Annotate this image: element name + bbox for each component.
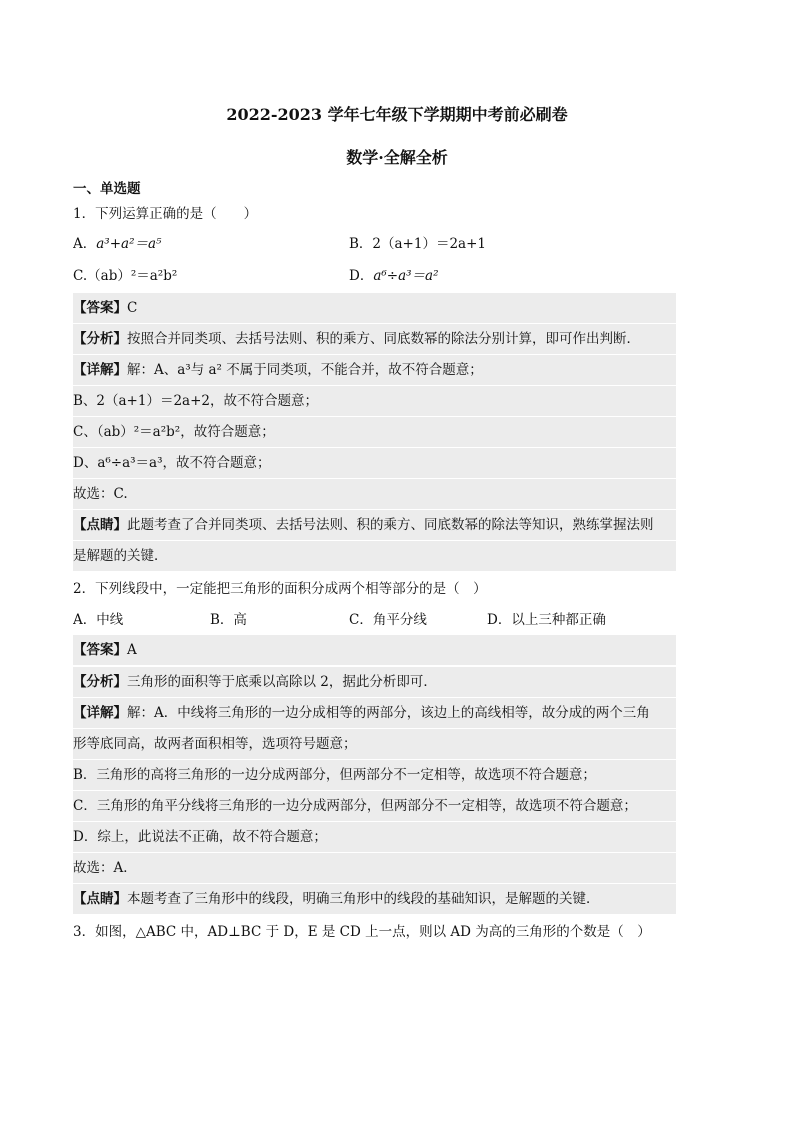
q3-stem: 3．如图，△ABC 中，AD⊥BC 于 D，E 是 CD 上一点，则以 AD 为高的三角形的个数是（ ） — [73, 924, 651, 940]
q2-answer: 【答案】A — [73, 635, 676, 665]
q2-option-c: C．角平分线 — [349, 612, 427, 628]
q2-choice: 故选：A． — [73, 853, 676, 883]
q2-comment: 【点睛】本题考查了三角形中的线段，明确三角形中的线段的基础知识，是解题的关键． — [73, 884, 676, 914]
q1-option-b: B．2（a+1）＝2a+1 — [349, 236, 486, 252]
q1-answer: 【答案】C — [73, 293, 676, 323]
q1-options-row-1 — [73, 229, 676, 259]
q1-detail-2: B、2（a+1）＝2a+2，故不符合题意； — [73, 386, 676, 416]
q1-choice: 故选：C. — [73, 479, 676, 509]
q1-detail-1: 【详解】解：A、a³与 a² 不属于同类项，不能合并，故不符合题意； — [73, 355, 676, 385]
page-title: 2022-2023 学年七年级下学期期中考前必刷卷 — [226, 105, 568, 124]
page-subtitle: 数学·全解全析 — [346, 148, 448, 167]
q1-comment-2: 是解题的关键． — [73, 541, 676, 571]
q2-options-row — [73, 605, 676, 635]
q2-detail-3: B．三角形的高将三角形的一边分成两部分，但两部分不一定相等，故选项不符合题意； — [73, 760, 676, 790]
q1-options-row-2 — [73, 261, 676, 291]
section-heading: 一、单选题 — [73, 181, 141, 197]
q1-option-c: C.（ab）²＝a²b² — [73, 268, 178, 284]
q1-analysis: 【分析】按照合并同类项、去括号法则、积的乘方、同底数幂的除法分别计算，即可作出判断． — [73, 324, 676, 354]
q1-stem: 1．下列运算正确的是（ ） — [73, 206, 258, 222]
q2-detail-4: C．三角形的角平分线将三角形的一边分成两部分，但两部分不一定相等，故选项不符合题意； — [73, 791, 676, 821]
q2-detail-5: D．综上，此说法不正确，故不符合题意； — [73, 822, 676, 852]
q2-stem: 2．下列线段中，一定能把三角形的面积分成两个相等部分的是（ ） — [73, 581, 487, 597]
q2-analysis: 【分析】三角形的面积等于底乘以高除以 2，据此分析即可． — [73, 667, 676, 697]
q1-comment-1: 【点睛】此题考查了合并同类项、去括号法则、积的乘方、同底数幂的除法等知识，熟练掌握法则 — [73, 510, 676, 540]
q1-detail-4: D、a⁶÷a³＝a³，故不符合题意； — [73, 448, 676, 478]
q1-option-d: D．a⁶÷a³＝a² — [349, 268, 439, 284]
q2-option-b: B．高 — [210, 612, 247, 628]
q2-option-d: D．以上三种都正确 — [487, 612, 606, 628]
q1-detail-3: C、（ab）²＝a²b²，故符合题意； — [73, 417, 676, 447]
q2-option-a: A．中线 — [73, 612, 124, 628]
q2-detail-1: 【详解】解：A．中线将三角形的一边分成相等的两部分，该边上的高线相等，故分成的两个三角 — [73, 698, 676, 728]
q1-option-a: A．a³+a²＝a⁵ — [73, 236, 162, 252]
q2-detail-2: 形等底同高，故两者面积相等，选项符号题意； — [73, 729, 676, 759]
